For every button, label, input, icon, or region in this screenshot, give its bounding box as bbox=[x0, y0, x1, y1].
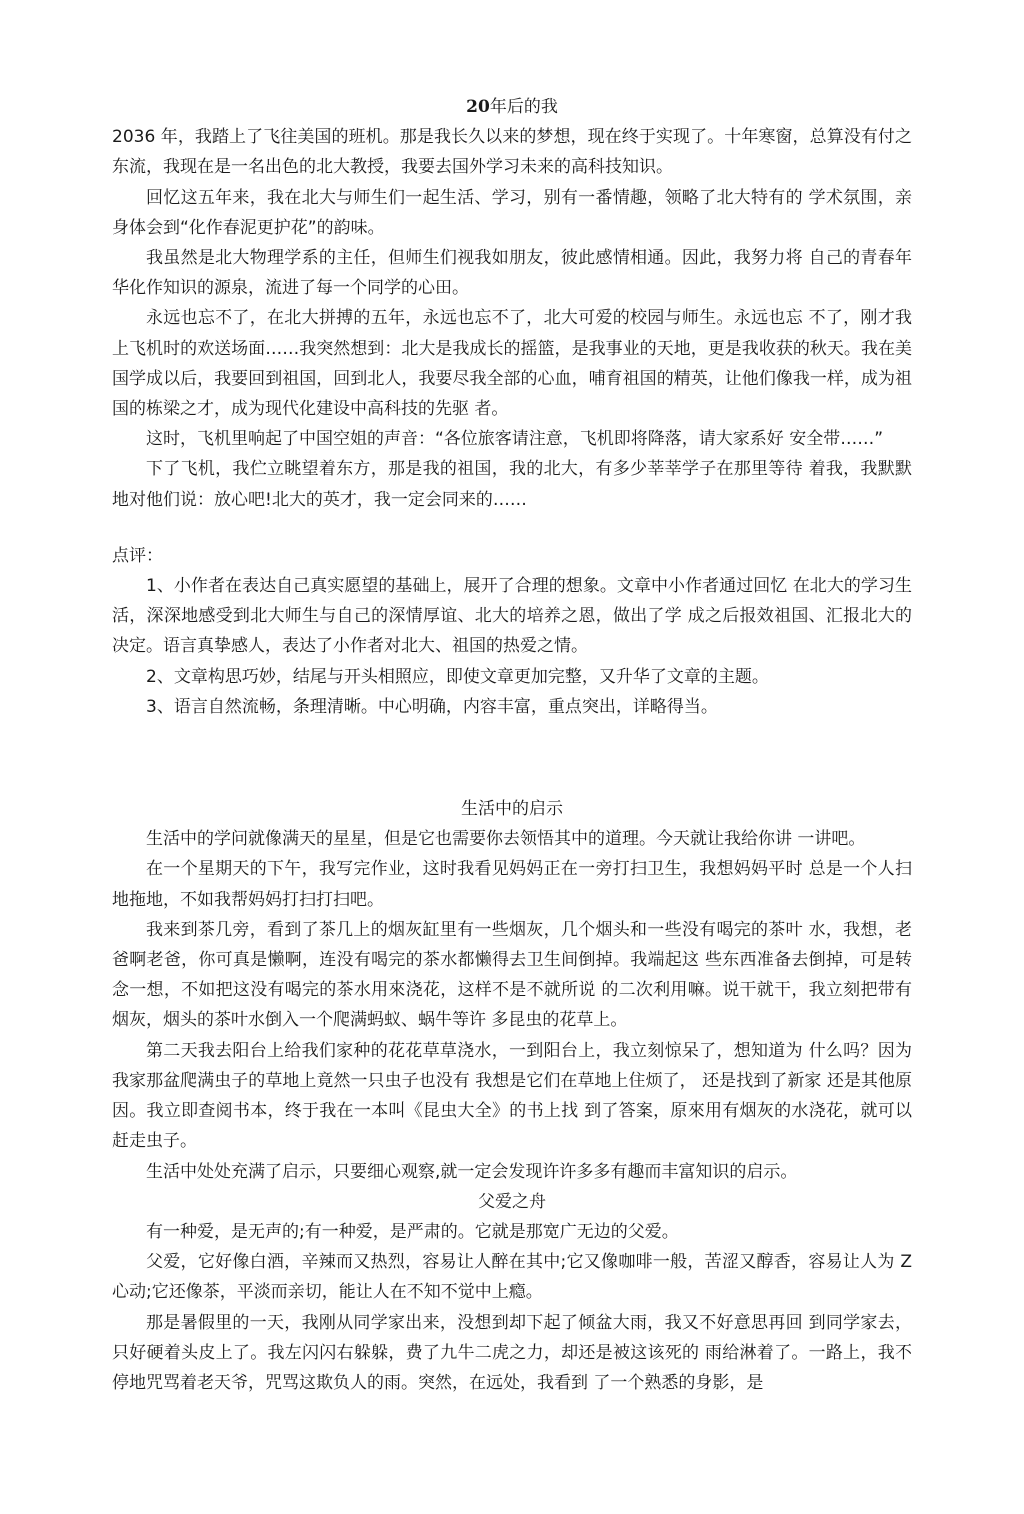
comment-item: 2、文章构思巧妙，结尾与开头相照应，即使文章更加完整，又升华了文章的主题。 bbox=[146, 666, 769, 687]
spacer bbox=[112, 515, 912, 541]
essay3-body bbox=[112, 1217, 912, 1398]
essay2-paragraph: 生活中处处充满了启示，只要细心观察,就一定会发现许许多多有趣而丰富知识的启示。 bbox=[146, 1161, 798, 1182]
essay1-title-text: 年后的我 bbox=[489, 97, 558, 117]
essay2-paragraph: 生活中的学问就像满天的星星，但是它也需要你去领悟其中的道理。今天就让我给你讲 一讲吧。 bbox=[146, 829, 866, 850]
essay2-body bbox=[112, 824, 912, 1186]
essay2-paragraph: 我来到茶几旁，看到了茶几上的烟灰缸里有一些烟灰，几个烟头和一些没有喝完的茶叶 水，我想，老爸啊老爸，你可真是懒啊，连没有喝完的茶水都懒得去卫生间倒掉。我端起这 些东西准备去倒掉，可是转念一想，不如把这没有喝完的茶水用來浇花，这样不是不就所说 的二次利用嘛。说干就干，我立刻把带有烟灰，烟头的茶叶水倒入一个爬满蚂蚁、蜗牛等许 多昆虫的花草上。 bbox=[112, 919, 912, 1031]
essay3-paragraph: 有一种爱，是无声的;有一种爱，是严肃的。它就是那宽广无边的父爱。 bbox=[146, 1221, 679, 1242]
essay1-paragraph: 回忆这五年来，我在北大与师生们一起生活、学习，别有一番情趣，领略了北大特有的 学术氛围，亲身体会到“化作春泥更护花”的韵味。 bbox=[112, 187, 912, 238]
essay1-paragraph: 2036 年，我踏上了飞往美国的班机。那是我长久以来的梦想，现在终于实现了。十年寒窗，总算没有付之东流，我现在是一名出色的北大教授，我要去国外学习未来的高科技知识。 bbox=[112, 127, 912, 178]
essay2-title: 生活中的启示 bbox=[461, 799, 563, 820]
essay2-paragraph: 第二天我去阳台上给我们家种的花花草草浇水，一到阳台上，我立刻惊呆了，想知道为 什么吗？因为我家那盆爬满虫子的草地上竟然一只虫子也没有 我想是它们在草地上住烦了， 还是找到了新家 还是其他原因。我立即查阅书本，终于我在一本叫《昆虫大全》的书上找 到了答案，原來用有烟灰的水浇花，就可以赶走虫子。 bbox=[112, 1040, 912, 1152]
essay1-paragraph: 这时，飞机里响起了中国空姐的声音：“各位旅客请注意，飞机即将降落，请大家系好 安全带……” bbox=[146, 429, 884, 450]
document-page bbox=[112, 92, 912, 1398]
essay2-paragraph: 在一个星期天的下午，我写完作业，这时我看见妈妈正在一旁打扫卫生，我想妈妈平时 总是一个人扫地拖地，不如我帮妈妈打扫打扫吧。 bbox=[112, 859, 912, 910]
comment-item: 1、小作者在表达自己真实愿望的基础上，展开了合理的想象。文章中小作者通过回忆 在北大的学习生活，深深地感受到北大师生与自己的深情厚谊、北大的培养之恩，做出了学 成之后报效祖国、汇报北大的决定。语言真挚感人，表达了小作者对北大、祖国的热爱之情。 bbox=[112, 576, 912, 657]
essay1-title-number: 20 bbox=[466, 97, 490, 117]
essay1-title bbox=[112, 92, 912, 122]
comment-heading: 点评： bbox=[112, 545, 163, 566]
essay1-paragraph: 下了飞机，我伫立眺望着东方，那是我的祖国，我的北大，有多少莘莘学子在那里等待 着我，我默默地对他们说：放心吧!北大的英才，我一定会同来的…… bbox=[112, 459, 912, 510]
essay3-paragraph: 那是暑假里的一天，我刚从同学家出来，没想到却下起了倾盆大雨，我又不好意思再回 到同学家去，只好硬着头皮上了。我左闪闪右躲躲，费了九牛二虎之力，却还是被这该死的 雨给淋着了。一路上，我不停地咒骂着老天爷，咒骂这欺负人的雨。突然，在远处，我看到 了一个熟悉的身影，是 bbox=[112, 1312, 912, 1393]
comment-section bbox=[112, 541, 912, 722]
essay1-body bbox=[112, 122, 912, 515]
spacer bbox=[112, 722, 912, 794]
essay1-paragraph: 永远也忘不了，在北大拼搏的五年，永远也忘不了，北大可爱的校园与师生。永远也忘 不了，刚才我上飞机时的欢送场面……我突然想到：北大是我成长的摇篮，是我事业的天地，更是我收获的秋天。我在美国学成以后，我要回到祖国，回到北人，我要尽我全部的心血，哺育祖国的精英，让他们像我一样，成为祖国的栋梁之才，成为现代化建设中高科技的先驱 者。 bbox=[112, 308, 912, 420]
essay1-paragraph: 我虽然是北大物理学系的主任，但师生们视我如朋友，彼此感情相通。因此，我努力将 自己的青春年华化作知识的源泉，流进了每一个同学的心田。 bbox=[112, 248, 912, 299]
essay3-paragraph: 父爱，它好像白酒，辛辣而又热烈，容易让人醉在其中;它又像咖啡一般，苦涩又醇香，容易让人为 Z 心动;它还像茶，平淡而亲切，能让人在不知不觉中上瘾。 bbox=[112, 1252, 912, 1303]
comment-item: 3、语言自然流畅，条理清晰。中心明确，内容丰富，重点突出，详略得当。 bbox=[146, 696, 718, 717]
essay3-title: 父爱之舟 bbox=[478, 1191, 546, 1212]
